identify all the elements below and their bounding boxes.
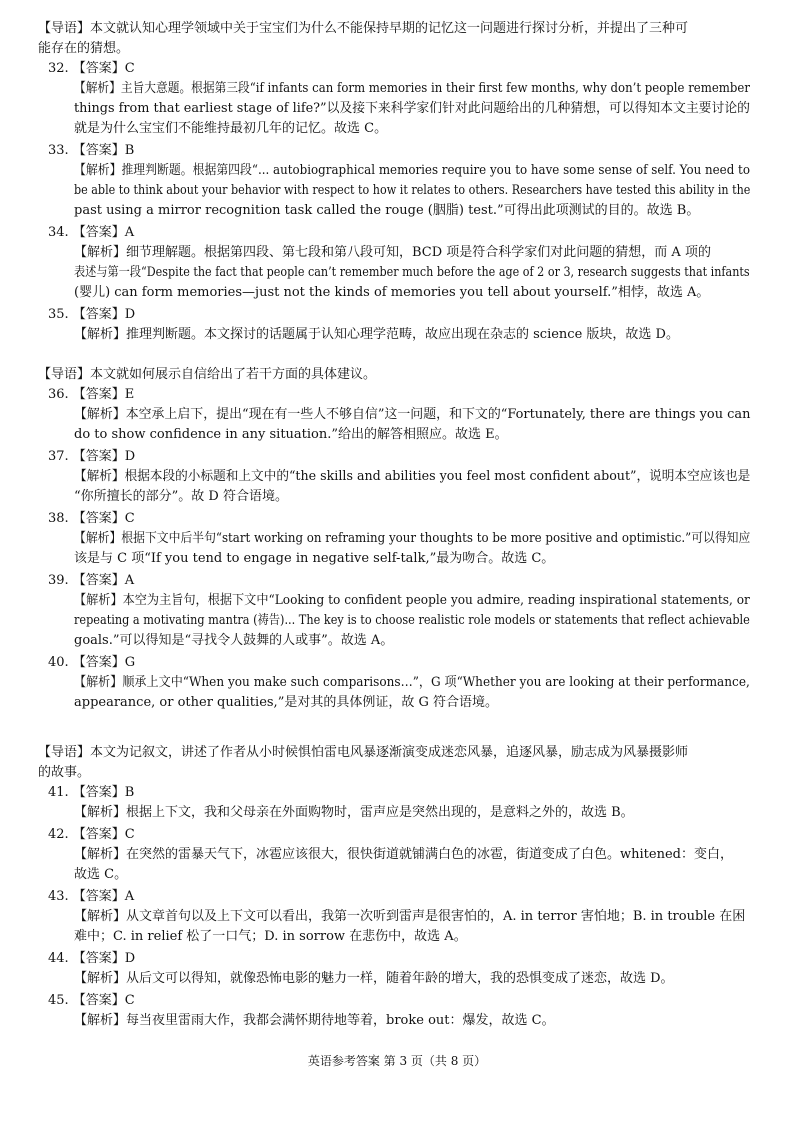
text-line: 【导语】本文就认知心理学领域中关于宝宝们为什么不能保持早期的记忆这一问题进行探讨分析，并提出了三种可 [38,21,689,36]
text-line: 【解析】本空为主旨句，根据下文中“Looking to confident people you admire, reading inspirational statements, or [74,593,750,608]
text-line: 【解析】推理判断题。根据第四段“... autobiographical memories require you to have some sense of self. You need to [74,163,750,178]
text-line: past using a mirror recognition task called the rouge (胭脂) test.”可得出此项测试的目的。故选 B。 [74,203,700,218]
text-line: 【解析】每当夜里雷雨大作，我都会满怀期待地等着，broke out：爆发，故选 C。 [74,1013,555,1028]
text-line: things from that earliest stage of life?”以及接下来科学家们针对此问题给出的几种猜想，可以得知本文主要讨论的 [74,101,750,116]
text-line: 45. 【答案】C [48,993,135,1008]
text-line: 【解析】从后文可以得知，就像恐怖电影的魅力一样，随着年龄的增大，我的恐惧变成了迷恋，故选 D。 [74,971,674,986]
text-line: 36. 【答案】E [48,387,135,402]
text-line: appearance, or other qualities,”是对其的具体例证，故 G 符合语境。 [74,695,498,710]
text-line: 表述与第一段“Despite the fact that people can’t remember much before the age of 2 or 3, research suggests that infants [74,265,750,280]
text-line: (婴儿) can form memories—just not the kinds of memories you tell about yourself.”相悖，故选 A。 [74,285,710,300]
text-line: 故选 C。 [74,867,128,882]
text-line: 32. 【答案】C [48,61,135,76]
text-line: 能存在的猜想。 [38,41,130,56]
text-line: 【导语】本文为记叙文，讲述了作者从小时候惧怕雷电风暴逐渐演变成迷恋风暴，追逐风暴，励志成为风暴摄影师 [38,745,689,760]
text-line: 就是为什么宝宝们不能维持最初几年的记忆。故选 C。 [74,121,388,136]
text-line: “你所擅长的部分”。故 D 符合语境。 [74,489,288,504]
text-line: 34. 【答案】A [48,225,135,240]
text-line: 42. 【答案】C [48,827,135,842]
text-line: do to show confidence in any situation.”给出的解答相照应。故选 E。 [74,427,508,442]
text-line: 33. 【答案】B [48,143,135,158]
text-line: 【解析】推理判断题。本文探讨的话题属于认知心理学范畴，故应出现在杂志的 science 版块，故选 D。 [74,327,679,342]
text-line: 41. 【答案】B [48,785,135,800]
text-line: 【导语】本文就如何展示自信给出了若干方面的具体建议。 [38,367,377,382]
text-line: 【解析】根据下文中后半句“start working on reframing your thoughts to be more positive and optimistic.”可以得知应 [74,531,751,546]
text-line: 的故事。 [38,765,91,780]
page-footer: 英语参考答案 第 3 页（共 8 页） [307,1054,487,1068]
text-line: 该是与 C 项“If you tend to engage in negative self-talk,”最为吻合。故选 C。 [74,551,555,566]
text-line: goals.”可以得知是“寻找令人鼓舞的人或事”。故选 A。 [74,633,394,648]
text-line: be able to think about your behavior with respect to how it relates to others. Researchers have tested this ability in the [74,183,751,198]
text-line: 【解析】从文章首句以及上下文可以看出，我第一次听到雷声是很害怕的，A. in terror 害怕地；B. in trouble 在困 [74,909,746,924]
text-line: 难中；C. in relief 松了一口气；D. in sorrow 在悲伤中，故选 A。 [74,929,467,944]
text-line: 43. 【答案】A [48,889,135,904]
text-line: repeating a motivating mantra (祷告)... The key is to choose realistic role models or statements that reflect achievable [74,613,750,628]
text-line: 【解析】根据本段的小标题和上文中的“the skills and abilities you feel most confident about”，说明本空应该也是 [74,469,751,484]
text-line: 44. 【答案】D [48,951,136,966]
text-line: 【解析】本空承上启下，提出“现在有一些人不够自信”这一问题，和下文的“Fortunately, there are things you can [74,407,751,422]
text-line: 【解析】主旨大意题。根据第三段“if infants can form memories in their first few months, why don’t people remember [74,81,750,96]
text-line: 【解析】顺承上文中“When you make such comparisons…”，G 项“Whether you are looking at their performance, [74,675,750,690]
text-line: 35. 【答案】D [48,307,136,322]
text-line: 38. 【答案】C [48,511,135,526]
text-line: 39. 【答案】A [48,573,135,588]
text-line: 【解析】根据上下文，我和父母亲在外面购物时，雷声应是突然出现的，是意料之外的，故选 B。 [74,805,634,820]
text-line: 【解析】细节理解题。根据第四段、第七段和第八段可知，BCD 项是符合科学家们对此问题的猜想，而 A 项的 [74,245,711,260]
text-line: 【解析】在突然的雷暴天气下，冰雹应该很大，很快街道就铺满白色的冰雹，街道变成了白色。whitened：变白， [74,847,733,862]
text-line: 37. 【答案】D [48,449,136,464]
text-line: 40. 【答案】G [48,655,136,670]
